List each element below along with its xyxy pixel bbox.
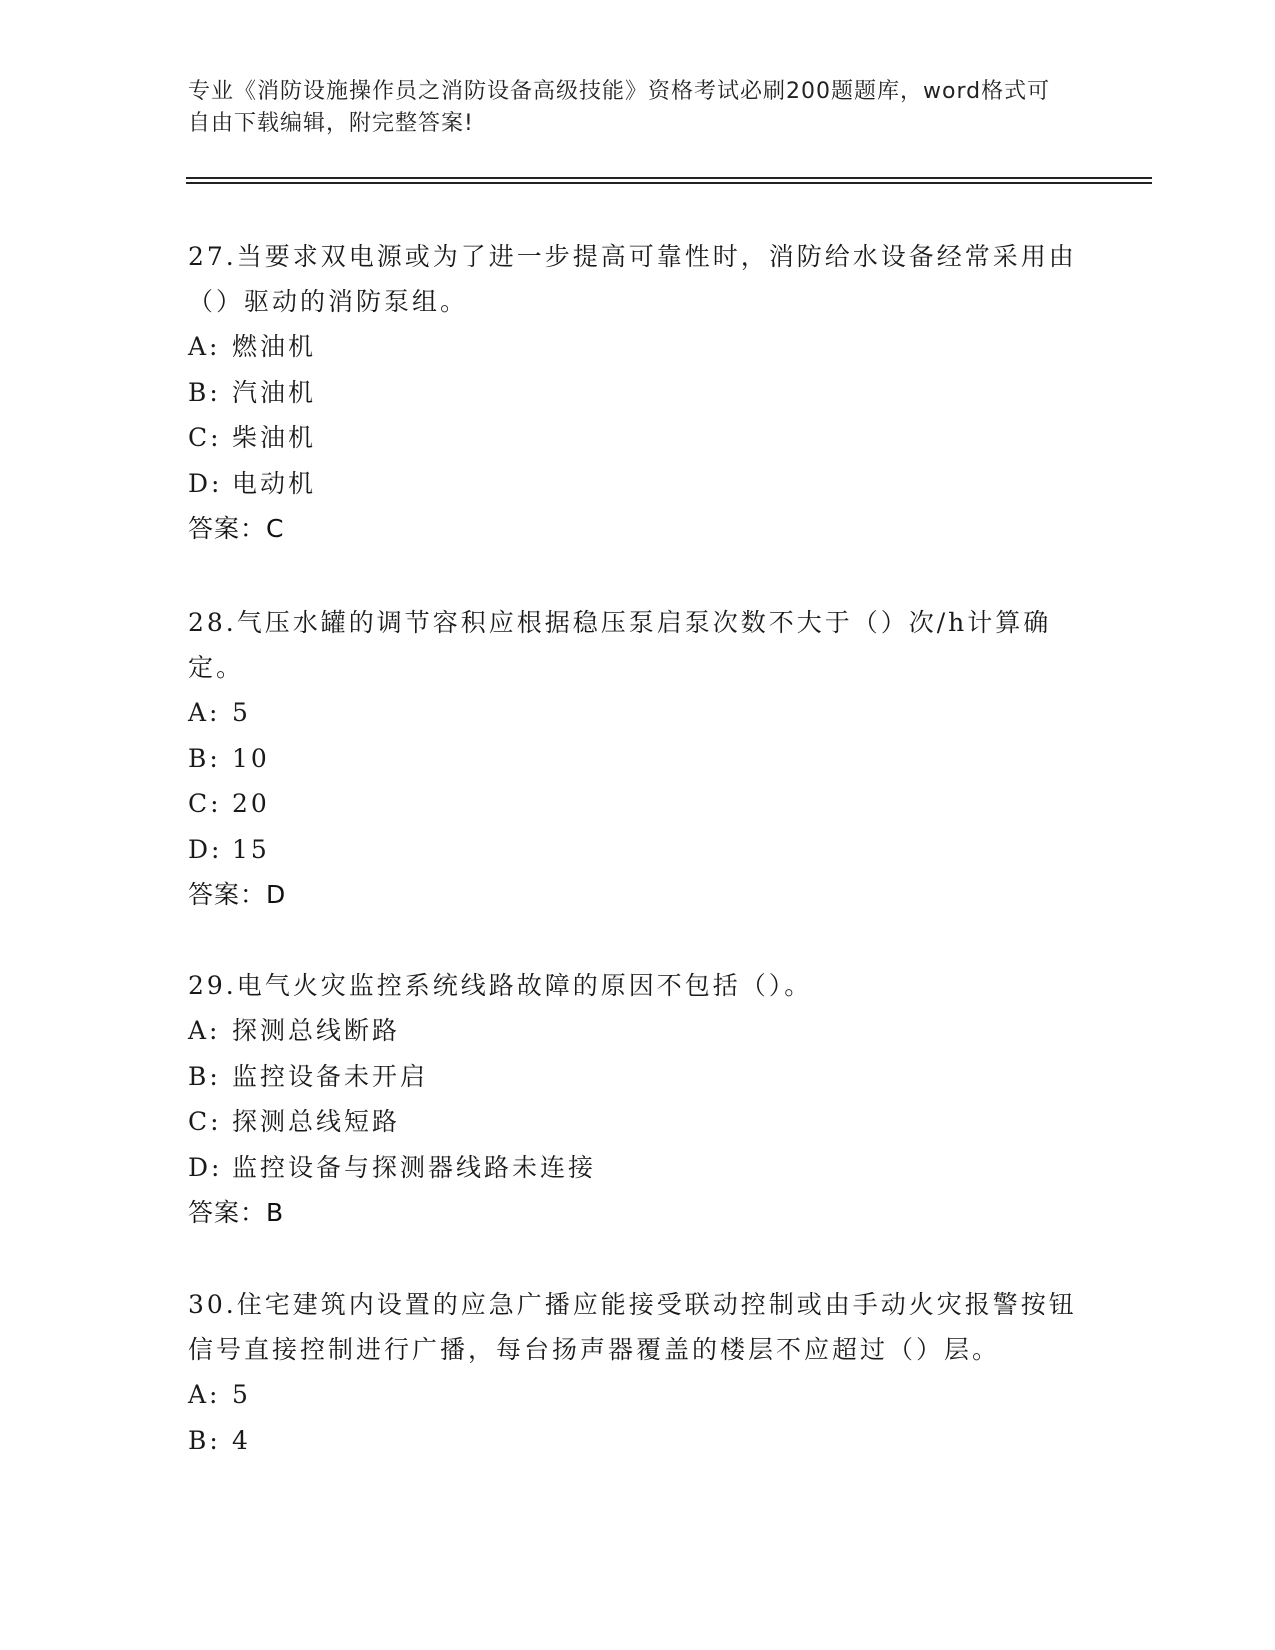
option-key: A: [188,698,221,727]
option-key: D: [188,1152,223,1182]
option-text: 探测总线短路 [232,1107,401,1136]
option-a [188,1372,1088,1418]
option-text: 燃油机 [232,332,317,361]
option-c [188,415,1088,461]
option-key: C: [188,1107,222,1136]
question-30 [188,1282,1088,1463]
option-text: 柴油机 [232,423,317,452]
answer-line: 答案：D [188,880,287,909]
option-key: A: [188,1016,221,1045]
option-text: 5 [232,1380,251,1409]
option-b [188,1418,1088,1464]
option-a [188,324,1088,370]
option-key: D: [188,468,223,498]
document-header: 专业《消防设施操作员之消防设备高级技能》资格考试必刷200题题库，word格式可自由下载编辑，附完整答案! [188,79,1051,136]
option-d [188,461,1088,507]
option-a [188,690,1088,736]
header-divider-bottom [186,182,1152,184]
option-text: 监控设备与探测器线路未连接 [232,1152,597,1182]
question-stem: 27.当要求双电源或为了进一步提高可靠性时，消防给水设备经常采用由（）驱动的消防泵组。 [188,242,1077,316]
option-b [188,370,1088,416]
option-b [188,736,1088,782]
option-d [188,1145,1088,1191]
option-text: 监控设备未开启 [232,1061,429,1091]
option-key: C: [188,789,222,818]
option-text: 15 [232,834,270,864]
option-c [188,781,1088,827]
question-27 [188,234,1088,552]
option-text: 10 [232,743,270,773]
header-divider-top [186,177,1152,179]
option-a [188,1008,1088,1054]
option-text: 4 [232,1425,251,1455]
option-key: A: [188,332,221,361]
option-d [188,827,1088,873]
option-c [188,1099,1088,1145]
question-29 [188,963,1088,1236]
option-text: 汽油机 [232,377,317,407]
option-key: B: [188,1061,221,1091]
option-text: 电动机 [232,468,317,498]
question-stem: 29.电气火灾监控系统线路故障的原因不包括（）。 [188,971,813,1000]
option-text: 5 [232,698,251,727]
option-key: B: [188,377,221,407]
answer-line: 答案：B [188,1198,285,1227]
option-key: C: [188,423,222,452]
question-28 [188,600,1088,918]
option-b [188,1054,1088,1100]
option-key: B: [188,1425,221,1455]
question-stem: 28.气压水罐的调节容积应根据稳压泵启泵次数不大于（）次/h计算确定。 [188,608,1052,682]
question-stem: 30.住宅建筑内设置的应急广播应能接受联动控制或由手动火灾报警按钮信号直接控制进行广播，每台扬声器覆盖的楼层不应超过（）层。 [188,1290,1077,1364]
answer-line: 答案：C [188,514,285,543]
option-key: B: [188,743,221,773]
option-text: 探测总线断路 [232,1016,401,1045]
option-key: D: [188,834,223,864]
option-text: 20 [232,789,270,818]
option-key: A: [188,1380,221,1409]
